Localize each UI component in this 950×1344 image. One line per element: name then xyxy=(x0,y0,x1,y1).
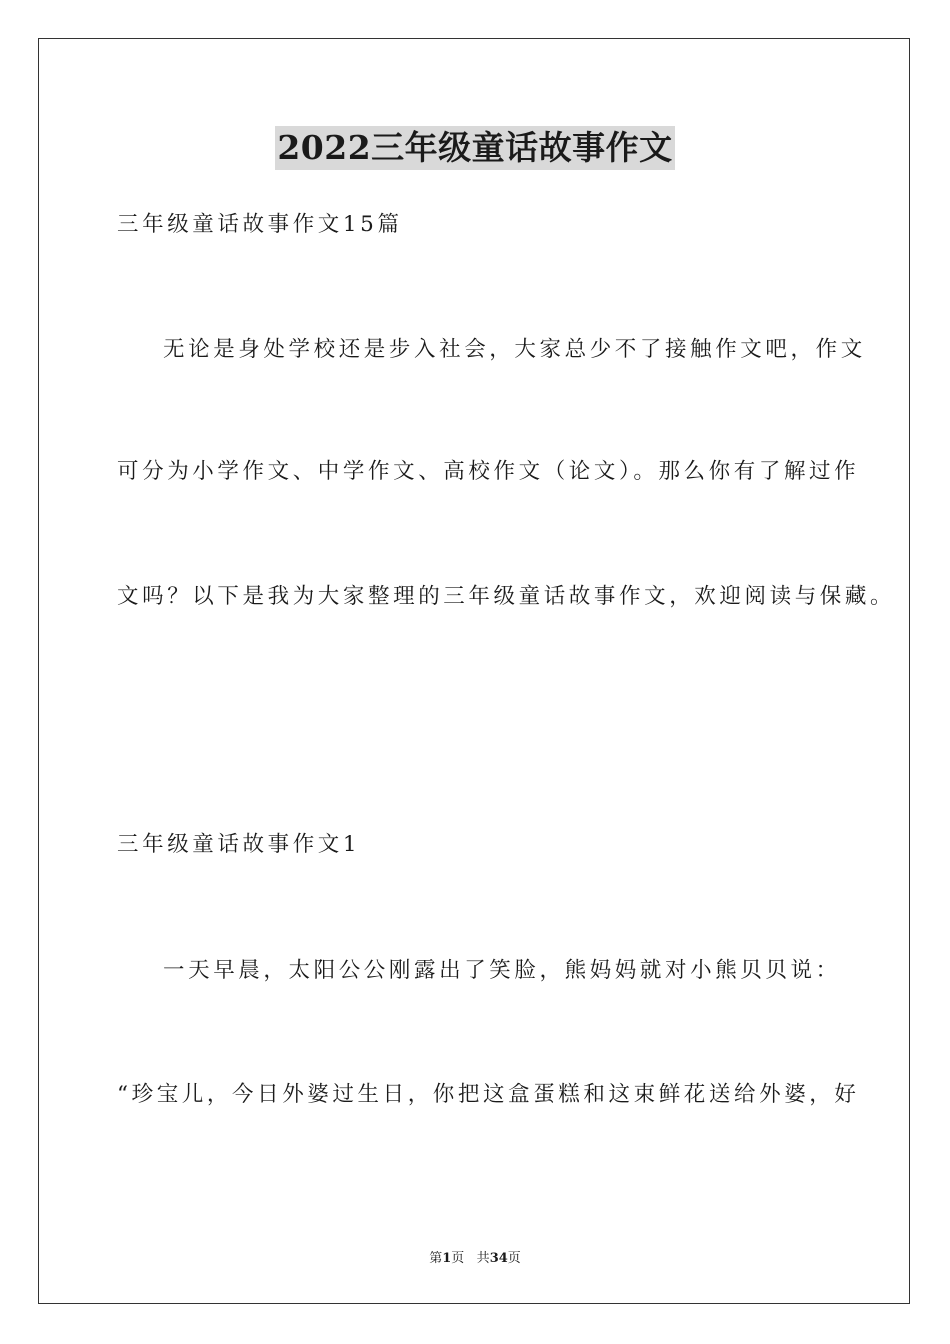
footer-total-prefix: 共 xyxy=(476,1251,490,1266)
paragraph2-line1: 一天早晨，太阳公公刚露出了笑脸，熊妈妈就对小熊贝贝说： xyxy=(163,958,841,983)
paragraph1-line3: 文吗？以下是我为大家整理的三年级童话故事作文，欢迎阅读与保藏。 xyxy=(117,584,896,609)
document-subtitle: 三年级童话故事作文15篇 xyxy=(117,212,403,237)
footer-total-pages: 34 xyxy=(489,1251,508,1266)
page-footer xyxy=(0,1247,950,1266)
paragraph2-line2: “珍宝儿，今日外婆过生日，你把这盒蛋糕和这束鲜花送给外婆，好 xyxy=(117,1082,860,1107)
title-container xyxy=(0,126,950,170)
footer-total-suffix: 页 xyxy=(507,1251,521,1266)
footer-page-suffix: 页 xyxy=(451,1251,465,1266)
paragraph1-line1: 无论是身处学校还是步入社会，大家总少不了接触作文吧，作文 xyxy=(163,337,866,362)
section1-heading: 三年级童话故事作文1 xyxy=(117,832,361,857)
footer-page-number: 1 xyxy=(442,1251,452,1266)
document-title: 2022三年级童话故事作文 xyxy=(275,126,674,170)
paragraph1-line2: 可分为小学作文、中学作文、高校作文（论文）。那么你有了解过作 xyxy=(117,459,860,484)
footer-page-prefix: 第 xyxy=(429,1251,443,1266)
